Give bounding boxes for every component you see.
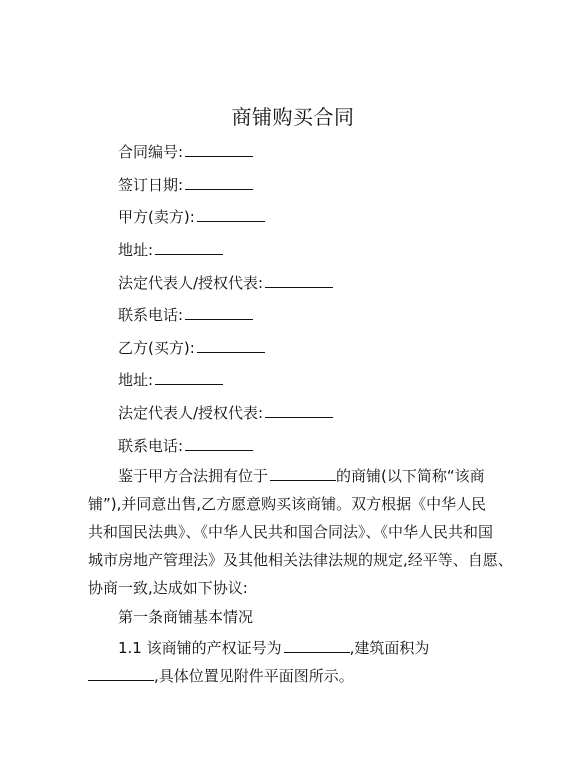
clause-text: ,具体位置见附件平面图所示。 [154, 667, 354, 685]
preamble-line: 共和国民法典》、《中华人民共和国合同法》、《中华人民共和国 [88, 523, 494, 541]
field-label: 法定代表人/授权代表: [118, 274, 264, 292]
field-label: 联系电话: [118, 437, 184, 455]
party-b-phone-field [118, 435, 253, 456]
clause-line [88, 634, 488, 662]
preamble-line: 协商一致,达成如下协议: [88, 579, 248, 597]
party-a-address-field [118, 239, 223, 260]
clause-text: ,建筑面积为 [349, 639, 430, 657]
preamble-line: 城市房地产管理法》及其他相关法律法规的规定,经平等、自愿、 [88, 551, 513, 569]
field-label: 签订日期: [118, 176, 184, 194]
blank-line [185, 435, 253, 451]
blank-line [88, 665, 154, 681]
party-b-field [118, 337, 265, 358]
party-a-phone-field [118, 304, 253, 325]
blank-line [197, 337, 265, 353]
field-label: 甲方(卖方): [118, 208, 195, 226]
clause-line [88, 662, 488, 690]
contract-number-field [118, 141, 253, 162]
field-label: 地址: [118, 371, 154, 389]
clause-1-1 [88, 634, 488, 690]
article-1-heading: 第一条商铺基本情况 [118, 608, 254, 626]
field-label: 联系电话: [118, 306, 184, 324]
party-b-address-field [118, 369, 223, 390]
blank-line [185, 174, 253, 190]
blank-line [270, 465, 336, 481]
field-label: 法定代表人/授权代表: [118, 404, 264, 422]
preamble-text: 鉴于甲方合法拥有位于 [118, 467, 269, 485]
blank-line [155, 369, 223, 385]
blank-line [265, 402, 333, 418]
field-label: 乙方(买方): [118, 339, 195, 357]
signing-date-field [118, 174, 253, 195]
blank-line [284, 637, 350, 653]
preamble-paragraph [88, 462, 513, 602]
document-title: 商铺购买合同 [231, 105, 355, 129]
field-label: 合同编号: [118, 143, 184, 161]
party-b-representative-field [118, 402, 333, 423]
preamble-text: 的商铺(以下简称“该商 [336, 467, 485, 485]
clause-text: 1.1 该商铺的产权证号为 [118, 639, 282, 657]
blank-line [197, 206, 265, 222]
blank-line [155, 239, 223, 255]
party-a-field [118, 206, 265, 227]
blank-line [185, 304, 253, 320]
field-label: 地址: [118, 241, 154, 259]
blank-line [185, 141, 253, 157]
preamble-line: 铺”),并同意出售,乙方愿意购买该商铺。双方根据《中华人民 [88, 495, 487, 513]
party-a-representative-field [118, 272, 333, 293]
preamble-line [88, 462, 488, 490]
blank-line [265, 272, 333, 288]
